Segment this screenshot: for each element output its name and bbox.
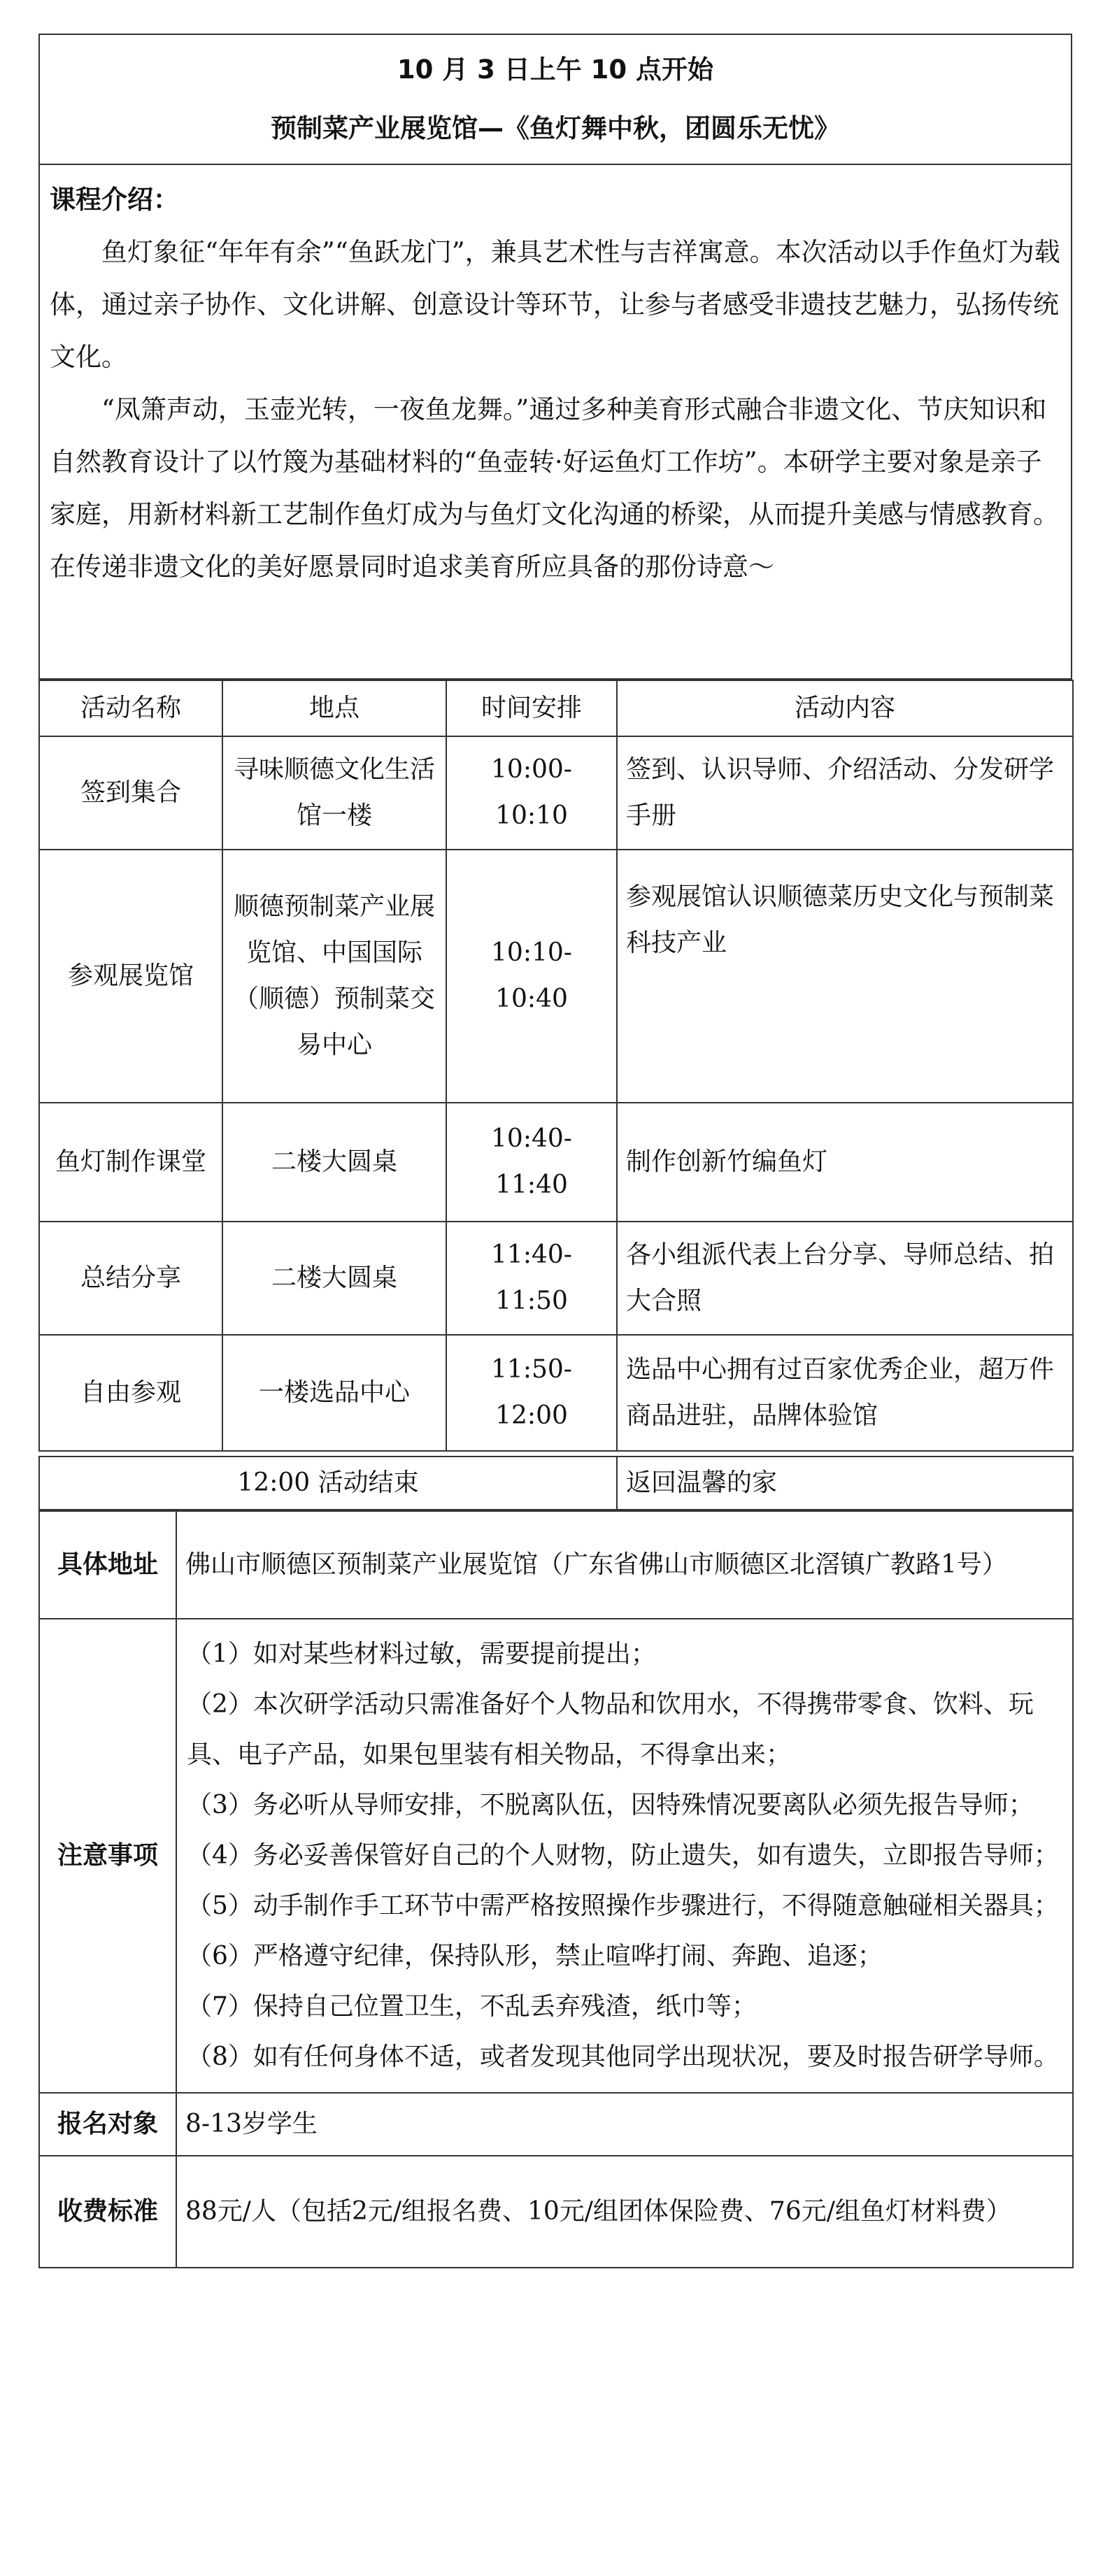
schedule-table — [38, 680, 1074, 1452]
activity-name: 签到集合 — [39, 736, 222, 850]
header-date-line: 10 月 3 日上午 10 点开始 — [397, 55, 714, 85]
info-table — [38, 1510, 1074, 2268]
address-row — [39, 1511, 1073, 1619]
activity-time: 11:50-12:00 — [446, 1335, 617, 1451]
note-item: （8）如有任何身体不适，或者发现其他同学出现状况，要及时报告研学导师。 — [187, 2042, 1059, 2071]
activity-content: 制作创新竹编鱼灯 — [617, 1103, 1073, 1222]
activity-name: 总结分享 — [39, 1222, 222, 1335]
note-item: （5）动手制作手工环节中需严格按照操作步骤进行，不得随意触碰相关器具； — [187, 1891, 1059, 1920]
table-row — [39, 850, 1073, 1103]
activity-name: 参观展览馆 — [39, 850, 222, 1103]
activity-name: 自由参观 — [39, 1335, 222, 1451]
note-item: （4）务必妥善保管好自己的个人财物，防止遗失，如有遗失，立即报告导师； — [187, 1841, 1059, 1870]
note-item: （3）务必听从导师安排，不脱离队伍，因特殊情况要离队必须先报告导师； — [187, 1791, 1034, 1819]
notes-label: 注意事项 — [39, 1619, 176, 2093]
notes-row — [39, 1619, 1073, 2093]
target-row — [39, 2093, 1073, 2156]
schedule-header-row — [39, 680, 1073, 736]
course-intro — [38, 165, 1072, 680]
activity-place: 寻味顺德文化生活馆一楼 — [222, 736, 446, 850]
activity-end-time: 12:00 活动结束 — [39, 1457, 617, 1510]
end-table — [38, 1456, 1074, 1510]
activity-time: 10:40-11:40 — [446, 1103, 617, 1222]
header-content: 活动内容 — [617, 680, 1073, 736]
activity-place: 顺德预制菜产业展览馆、中国国际（顺德）预制菜交易中心 — [222, 850, 446, 1103]
address-label: 具体地址 — [39, 1511, 176, 1619]
activity-content: 参观展馆认识顺德菜历史文化与预制菜科技产业 — [617, 850, 1073, 1103]
fee-label: 收费标准 — [39, 2156, 176, 2268]
intro-paragraph-1: 鱼灯象征“年年有余”“鱼跃龙门”，兼具艺术性与吉祥寓意。本次活动以手作鱼灯为载体，通过亲子协作、文化讲解、创意设计等环节，让参与者感受非遗技艺魅力，弘扬传统文化。 — [50, 237, 1060, 372]
header-title-line: 预制菜产业展览馆—《鱼灯舞中秋，团圆乐无忧》 — [271, 113, 840, 143]
fee-value: 88元/人（包括2元/组报名费、10元/组团体保险费、76元/组鱼灯材料费） — [176, 2156, 1073, 2268]
activity-content: 各小组派代表上台分享、导师总结、拍大合照 — [617, 1222, 1073, 1335]
activity-place: 一楼选品中心 — [222, 1335, 446, 1451]
activity-content: 选品中心拥有过百家优秀企业，超万件商品进驻，品牌体验馆 — [617, 1335, 1073, 1451]
note-item: （1）如对某些材料过敏，需要提前提出； — [187, 1640, 656, 1668]
end-row — [39, 1457, 1073, 1510]
activity-time: 11:40-11:50 — [446, 1222, 617, 1335]
fee-row — [39, 2156, 1073, 2268]
header-location: 地点 — [222, 680, 446, 736]
table-row — [39, 736, 1073, 850]
document — [38, 34, 1072, 2268]
activity-place: 二楼大圆桌 — [222, 1103, 446, 1222]
notes-list — [176, 1619, 1073, 2093]
note-item: （7）保持自己位置卫生，不乱丢弃残渣，纸巾等； — [187, 1992, 757, 2021]
return-home: 返回温馨的家 — [617, 1457, 1073, 1510]
activity-time: 10:10-10:40 — [446, 850, 617, 1103]
intro-paragraph-2: “凤箫声动，玉壶光转，一夜鱼龙舞。”通过多种美育形式融合非遗文化、节庆知识和自然教育设计了以竹篾为基础材料的“鱼壶转·好运鱼灯工作坊”。本研学主要对象是亲子家庭，用新材料新工艺制作鱼灯成为与鱼灯文化沟通的桥梁，从而提升美感与情感教育。在传递非遗文化的美好愿景同时追求美育所应具备的那份诗意～ — [50, 394, 1059, 582]
target-value: 8-13岁学生 — [176, 2093, 1073, 2156]
activity-place: 二楼大圆桌 — [222, 1222, 446, 1335]
table-row — [39, 1103, 1073, 1222]
table-row — [39, 1335, 1073, 1451]
document-header — [38, 34, 1072, 165]
activity-name: 鱼灯制作课堂 — [39, 1103, 222, 1222]
note-item: （2）本次研学活动只需准备好个人物品和饮用水，不得携带零食、饮料、玩具、电子产品，如果包里装有相关物品，不得拿出来； — [187, 1690, 1034, 1769]
intro-title: 课程介绍： — [50, 185, 179, 215]
header-activity-name: 活动名称 — [39, 680, 222, 736]
header-time: 时间安排 — [446, 680, 617, 736]
activity-time: 10:00-10:10 — [446, 736, 617, 850]
target-label: 报名对象 — [39, 2093, 176, 2156]
address-value: 佛山市顺德区预制菜产业展览馆（广东省佛山市顺德区北滘镇广教路1号） — [176, 1511, 1073, 1619]
table-row — [39, 1222, 1073, 1335]
note-item: （6）严格遵守纪律，保持队形，禁止喧哗打闹、奔跑、追逐； — [187, 1942, 883, 1970]
activity-content: 签到、认识导师、介绍活动、分发研学手册 — [617, 736, 1073, 850]
